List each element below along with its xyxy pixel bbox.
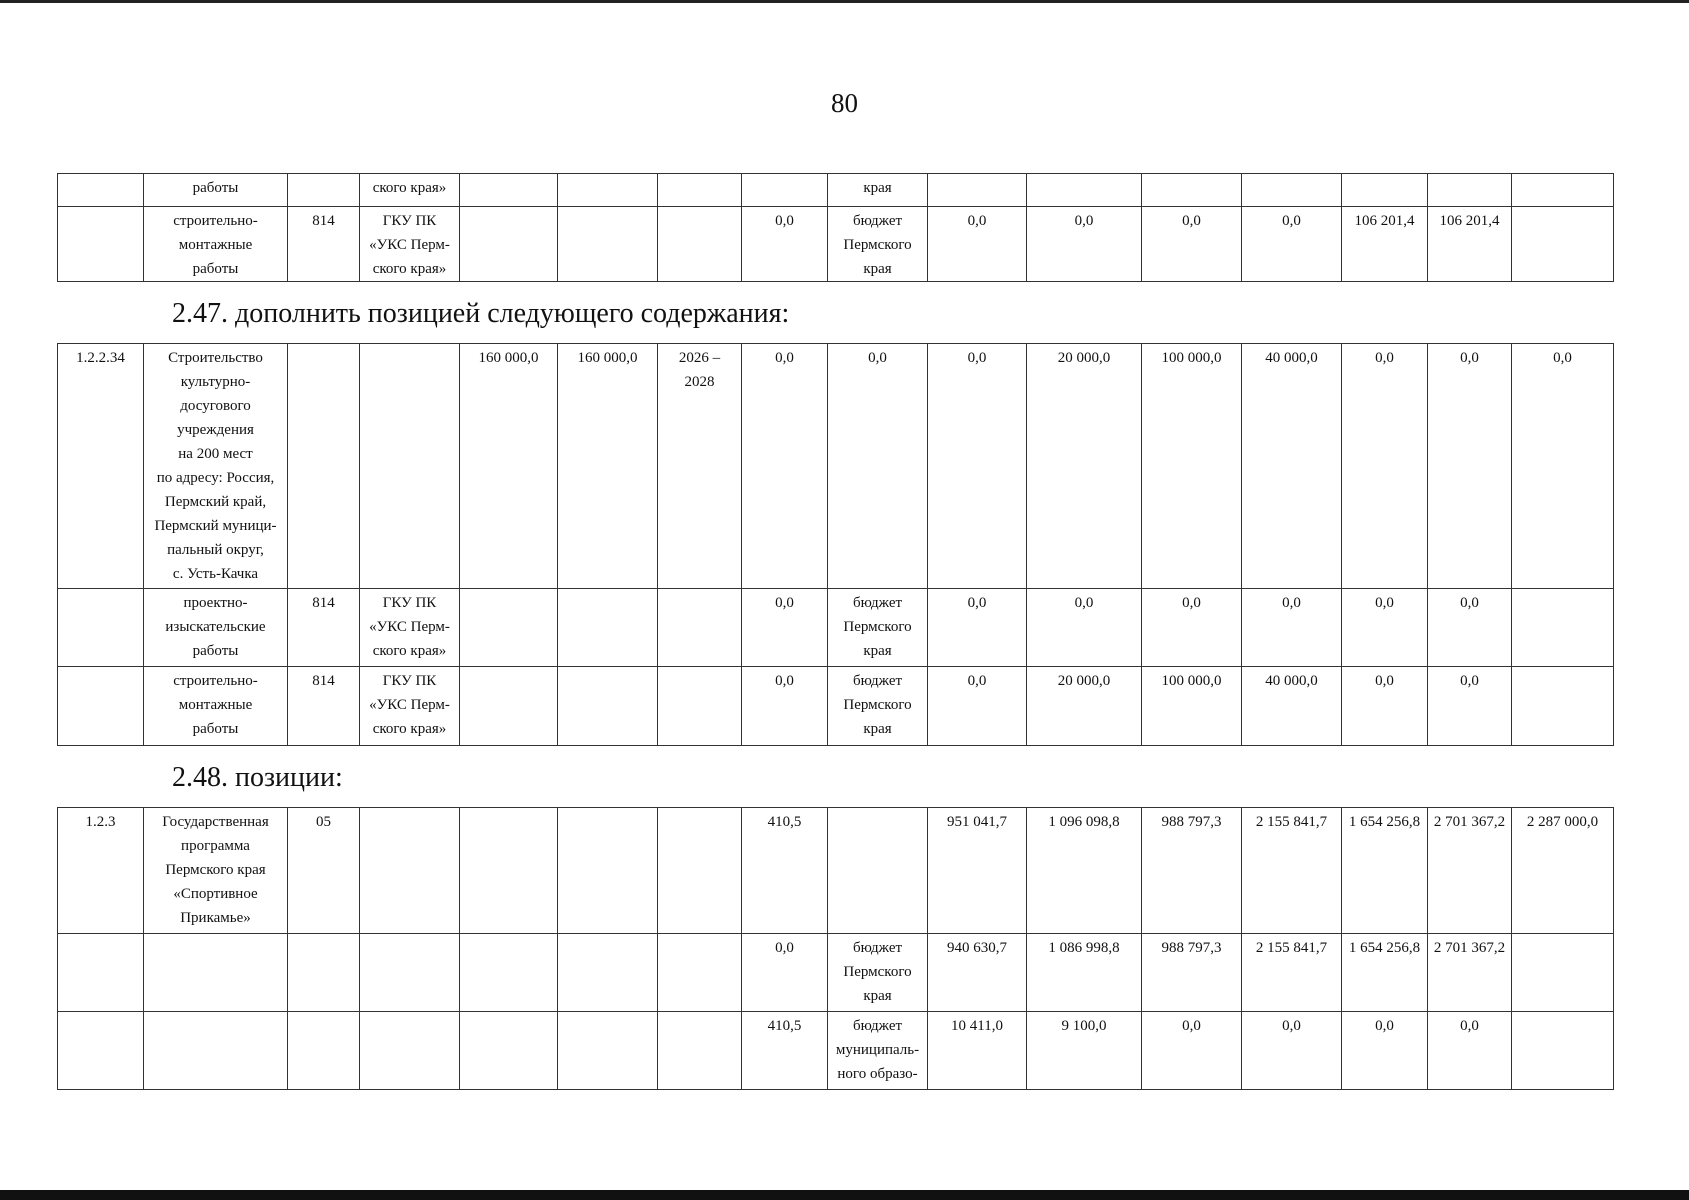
top-border-line (0, 0, 1689, 3)
table-cell (460, 808, 558, 934)
table-row (58, 934, 1614, 1012)
table-cell (1242, 174, 1342, 207)
table-cell (360, 808, 460, 934)
table-cell: 100 000,0 (1142, 344, 1242, 589)
table-cell: 20 000,0 (1027, 344, 1142, 589)
table-cell: 0,0 (1342, 1012, 1428, 1090)
position-1-2-2-34-table (57, 343, 1614, 746)
table-cell: 160 000,0 (460, 344, 558, 589)
table-cell: ского края» (360, 174, 460, 207)
table-cell (742, 174, 828, 207)
table-cell (658, 667, 742, 746)
table-cell (288, 174, 360, 207)
table-cell (558, 589, 658, 667)
table-cell: 2 155 841,7 (1242, 934, 1342, 1012)
table-cell: 2026 – 2028 (658, 344, 742, 589)
continued-table (57, 173, 1614, 282)
table-cell (460, 1012, 558, 1090)
table-cell (288, 1012, 360, 1090)
table-cell: 0,0 (742, 344, 828, 589)
table-cell: 106 201,4 (1342, 207, 1428, 282)
table-cell (558, 174, 658, 207)
table-cell (558, 808, 658, 934)
table-cell: бюджет Пермского края (828, 934, 928, 1012)
table-cell (360, 344, 460, 589)
table-cell (460, 934, 558, 1012)
table-cell (1512, 934, 1614, 1012)
table-cell (58, 174, 144, 207)
position-1-2-3-table (57, 807, 1614, 1090)
table-cell: 0,0 (1342, 589, 1428, 667)
table-cell (658, 589, 742, 667)
table-cell (58, 1012, 144, 1090)
table-cell (658, 1012, 742, 1090)
table-row (58, 667, 1614, 746)
page-number: 80 (831, 88, 858, 118)
table-cell: 2 287 000,0 (1512, 808, 1614, 934)
table-cell (58, 589, 144, 667)
table-cell: 40 000,0 (1242, 667, 1342, 746)
table-cell (1512, 174, 1614, 207)
table-cell: 0,0 (1342, 667, 1428, 746)
table-cell: 1 086 998,8 (1027, 934, 1142, 1012)
table-cell (558, 934, 658, 1012)
table-cell (828, 808, 928, 934)
table-cell: 100 000,0 (1142, 667, 1242, 746)
table-cell: 0,0 (928, 207, 1027, 282)
table-cell (460, 667, 558, 746)
table-cell: 0,0 (742, 667, 828, 746)
table-row (58, 808, 1614, 934)
section-heading-2-47: 2.47. дополнить позицией следующего содержания: (172, 298, 790, 329)
table-cell (1512, 667, 1614, 746)
table-cell: бюджет муниципаль- ного образо- (828, 1012, 928, 1090)
table-cell: 1 654 256,8 (1342, 808, 1428, 934)
table-cell: 0,0 (1342, 344, 1428, 589)
table-cell (288, 934, 360, 1012)
table-cell: 0,0 (1428, 667, 1512, 746)
table-cell: 20 000,0 (1027, 667, 1142, 746)
table-cell: 0,0 (1142, 1012, 1242, 1090)
table-cell: бюджет Пермского края (828, 207, 928, 282)
table-cell: 0,0 (1428, 344, 1512, 589)
table-cell: 0,0 (928, 667, 1027, 746)
table-cell: бюджет Пермского края (828, 589, 928, 667)
table-cell: края (828, 174, 928, 207)
table-row (58, 589, 1614, 667)
table-cell: 40 000,0 (1242, 344, 1342, 589)
table-cell (360, 1012, 460, 1090)
table-cell (1428, 174, 1512, 207)
section-heading-2-48: 2.48. позиции: (172, 762, 343, 793)
table-cell: строительно- монтажные работы (144, 667, 288, 746)
table-cell: 951 041,7 (928, 808, 1027, 934)
table-cell: 988 797,3 (1142, 934, 1242, 1012)
table-cell: 1 654 256,8 (1342, 934, 1428, 1012)
table-cell: работы (144, 174, 288, 207)
table-cell: 0,0 (928, 344, 1027, 589)
table-cell (144, 1012, 288, 1090)
table-cell (558, 1012, 658, 1090)
table-cell: 0,0 (742, 589, 828, 667)
table-cell: 0,0 (1027, 589, 1142, 667)
table-cell: 0,0 (828, 344, 928, 589)
table-cell (58, 207, 144, 282)
table-cell: 814 (288, 207, 360, 282)
table-cell: 1.2.3 (58, 808, 144, 934)
table-cell (360, 934, 460, 1012)
table-cell (658, 934, 742, 1012)
table-cell: 410,5 (742, 808, 828, 934)
table-cell: строительно- монтажные работы (144, 207, 288, 282)
table-cell: 814 (288, 589, 360, 667)
table-cell: 106 201,4 (1428, 207, 1512, 282)
table-cell (658, 808, 742, 934)
table-cell (1512, 589, 1614, 667)
table-cell: 0,0 (1512, 344, 1614, 589)
table-cell: 10 411,0 (928, 1012, 1027, 1090)
table-cell (1512, 1012, 1614, 1090)
table-cell (1512, 207, 1614, 282)
table-cell: 410,5 (742, 1012, 828, 1090)
table-cell: 0,0 (1242, 1012, 1342, 1090)
table-cell: 1.2.2.34 (58, 344, 144, 589)
table-cell (1342, 174, 1428, 207)
table-cell: 1 096 098,8 (1027, 808, 1142, 934)
table-cell: 0,0 (1142, 207, 1242, 282)
table-cell (658, 174, 742, 207)
table-row (58, 174, 1614, 207)
table-cell: Государственная программа Пермского края «Спортивное Прикамье» (144, 808, 288, 934)
table-cell: 05 (288, 808, 360, 934)
table-cell: 0,0 (928, 589, 1027, 667)
table-row (58, 344, 1614, 589)
table-cell: 0,0 (1428, 589, 1512, 667)
table-cell: Строительство культурно- досугового учреждения на 200 мест по адресу: Россия, Пермский край, Пермский муници- пальный округ, с. Усть-Качка (144, 344, 288, 589)
table-cell: 940 630,7 (928, 934, 1027, 1012)
table-cell (1027, 174, 1142, 207)
table-cell (928, 174, 1027, 207)
table-cell: 0,0 (1242, 589, 1342, 667)
table-cell: проектно- изыскательские работы (144, 589, 288, 667)
table-cell: ГКУ ПК «УКС Перм- ского края» (360, 589, 460, 667)
table-cell (58, 667, 144, 746)
table-cell: 160 000,0 (558, 344, 658, 589)
table-cell (58, 934, 144, 1012)
table-cell: 2 701 367,2 (1428, 934, 1512, 1012)
table-cell (558, 667, 658, 746)
table-cell: 2 701 367,2 (1428, 808, 1512, 934)
table-cell: 0,0 (1242, 207, 1342, 282)
table-cell: ГКУ ПК «УКС Перм- ского края» (360, 207, 460, 282)
table-row (58, 1012, 1614, 1090)
table-cell: 0,0 (742, 207, 828, 282)
table-cell: ГКУ ПК «УКС Перм- ского края» (360, 667, 460, 746)
table-cell: 0,0 (1027, 207, 1142, 282)
table-cell: 9 100,0 (1027, 1012, 1142, 1090)
table-cell (460, 174, 558, 207)
table-cell (460, 207, 558, 282)
table-cell (460, 589, 558, 667)
table-cell: 814 (288, 667, 360, 746)
table-cell: бюджет Пермского края (828, 667, 928, 746)
table-cell: 2 155 841,7 (1242, 808, 1342, 934)
table-cell (658, 207, 742, 282)
table-cell (1142, 174, 1242, 207)
table-cell (288, 344, 360, 589)
table-cell: 0,0 (1428, 1012, 1512, 1090)
table-cell (144, 934, 288, 1012)
table-cell: 0,0 (1142, 589, 1242, 667)
table-cell (558, 207, 658, 282)
table-row (58, 207, 1614, 282)
table-cell: 988 797,3 (1142, 808, 1242, 934)
table-cell: 0,0 (742, 934, 828, 1012)
bottom-border-line (0, 1190, 1689, 1200)
